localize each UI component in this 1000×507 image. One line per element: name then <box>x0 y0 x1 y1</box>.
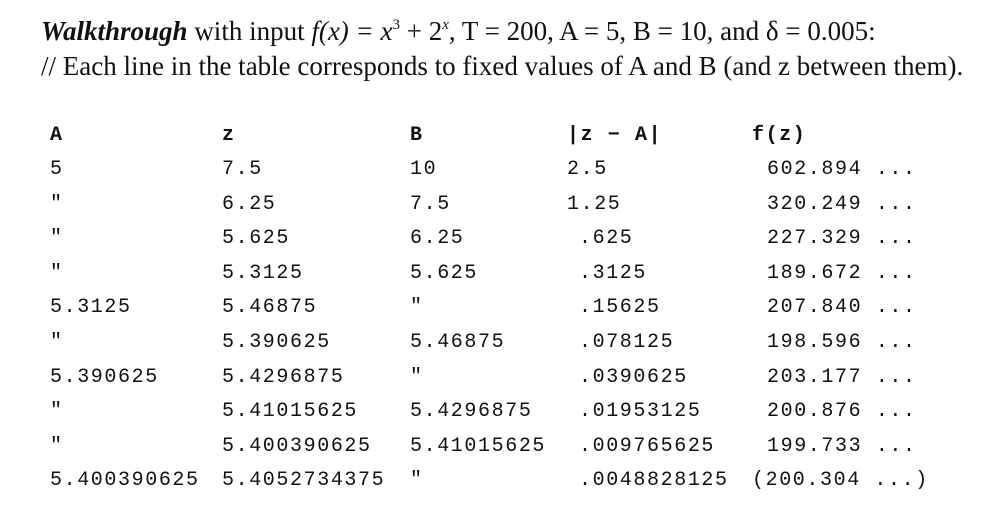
cell-col-abs-diff: .078125 <box>579 331 675 354</box>
cell-col-a: 5 <box>50 158 64 181</box>
cell-col-z: 5.46875 <box>222 296 318 319</box>
cell-col-a: 5.3125 <box>50 296 132 319</box>
intro-text: with input <box>187 16 312 46</box>
cell-col-a: " <box>50 262 64 285</box>
cell-col-b: 5.46875 <box>410 331 506 354</box>
cell-col-z: 6.25 <box>222 193 277 216</box>
cell-col-abs-diff: 1.25 <box>567 193 622 216</box>
cell-col-b: 5.4296875 <box>410 400 533 423</box>
function-definition: f(x) = x <box>311 16 393 46</box>
cell-col-abs-diff: .3125 <box>579 262 648 285</box>
cell-col-fz: 200.876 ... <box>767 400 917 423</box>
cell-col-fz: 189.672 ... <box>767 262 917 285</box>
cell-col-fz: (200.304 ...) <box>752 469 929 492</box>
cell-col-abs-diff: .01953125 <box>579 400 702 423</box>
exponent-3: 3 <box>392 17 400 33</box>
cell-col-abs-diff: 2.5 <box>567 158 608 181</box>
walkthrough-heading: Walkthrough <box>41 16 188 46</box>
cell-col-a: " <box>50 331 64 354</box>
header-col-fz: f(z) <box>752 124 807 147</box>
cell-col-fz: 320.249 ... <box>767 193 917 216</box>
cell-col-z: 5.4296875 <box>222 366 345 389</box>
cell-col-a: 5.390625 <box>50 366 159 389</box>
cell-col-b: " <box>410 296 424 319</box>
cell-col-fz: 207.840 ... <box>767 296 917 319</box>
cell-col-b: " <box>410 469 424 492</box>
cell-col-z: 5.41015625 <box>222 400 359 423</box>
cell-col-a: " <box>50 435 64 458</box>
cell-col-abs-diff: .0048828125 <box>579 469 729 492</box>
cell-col-fz: 203.177 ... <box>767 366 917 389</box>
header-col-z: z <box>222 124 236 147</box>
cell-col-abs-diff: .625 <box>579 227 634 250</box>
cell-col-z: 7.5 <box>222 158 263 181</box>
cell-col-a: " <box>50 400 64 423</box>
cell-col-fz: 198.596 ... <box>767 331 917 354</box>
cell-col-z: 5.390625 <box>222 331 331 354</box>
cell-col-z: 5.4052734375 <box>222 469 386 492</box>
header-col-abs-diff: |z − A| <box>567 124 663 147</box>
cell-col-abs-diff: .0390625 <box>579 366 688 389</box>
parameters: , T = 200, A = 5, B = 10, and δ = 0.005: <box>448 16 876 46</box>
cell-col-b: 7.5 <box>410 193 451 216</box>
cell-col-a: " <box>50 227 64 250</box>
cell-col-b: 5.625 <box>410 262 479 285</box>
cell-col-a: 5.400390625 <box>50 469 200 492</box>
cell-col-b: 6.25 <box>410 227 465 250</box>
header-col-a: A <box>50 124 64 147</box>
cell-col-z: 5.625 <box>222 227 291 250</box>
header-col-b: B <box>410 124 424 147</box>
cell-col-fz: 199.733 ... <box>767 435 917 458</box>
plus-term: + 2 <box>400 16 443 46</box>
cell-col-b: 5.41015625 <box>410 435 547 458</box>
cell-col-b: 10 <box>410 158 438 181</box>
cell-col-a: " <box>50 193 64 216</box>
intro-line-2: // Each line in the table corresponds to fixed values of A and B (and z between them). <box>41 51 964 81</box>
cell-col-fz: 602.894 ... <box>767 158 917 181</box>
cell-col-z: 5.3125 <box>222 262 304 285</box>
cell-col-z: 5.400390625 <box>222 435 372 458</box>
cell-col-abs-diff: .009765625 <box>579 435 716 458</box>
cell-col-abs-diff: .15625 <box>579 296 661 319</box>
cell-col-fz: 227.329 ... <box>767 227 917 250</box>
cell-col-b: " <box>410 366 424 389</box>
exponent-x: x <box>442 17 449 33</box>
